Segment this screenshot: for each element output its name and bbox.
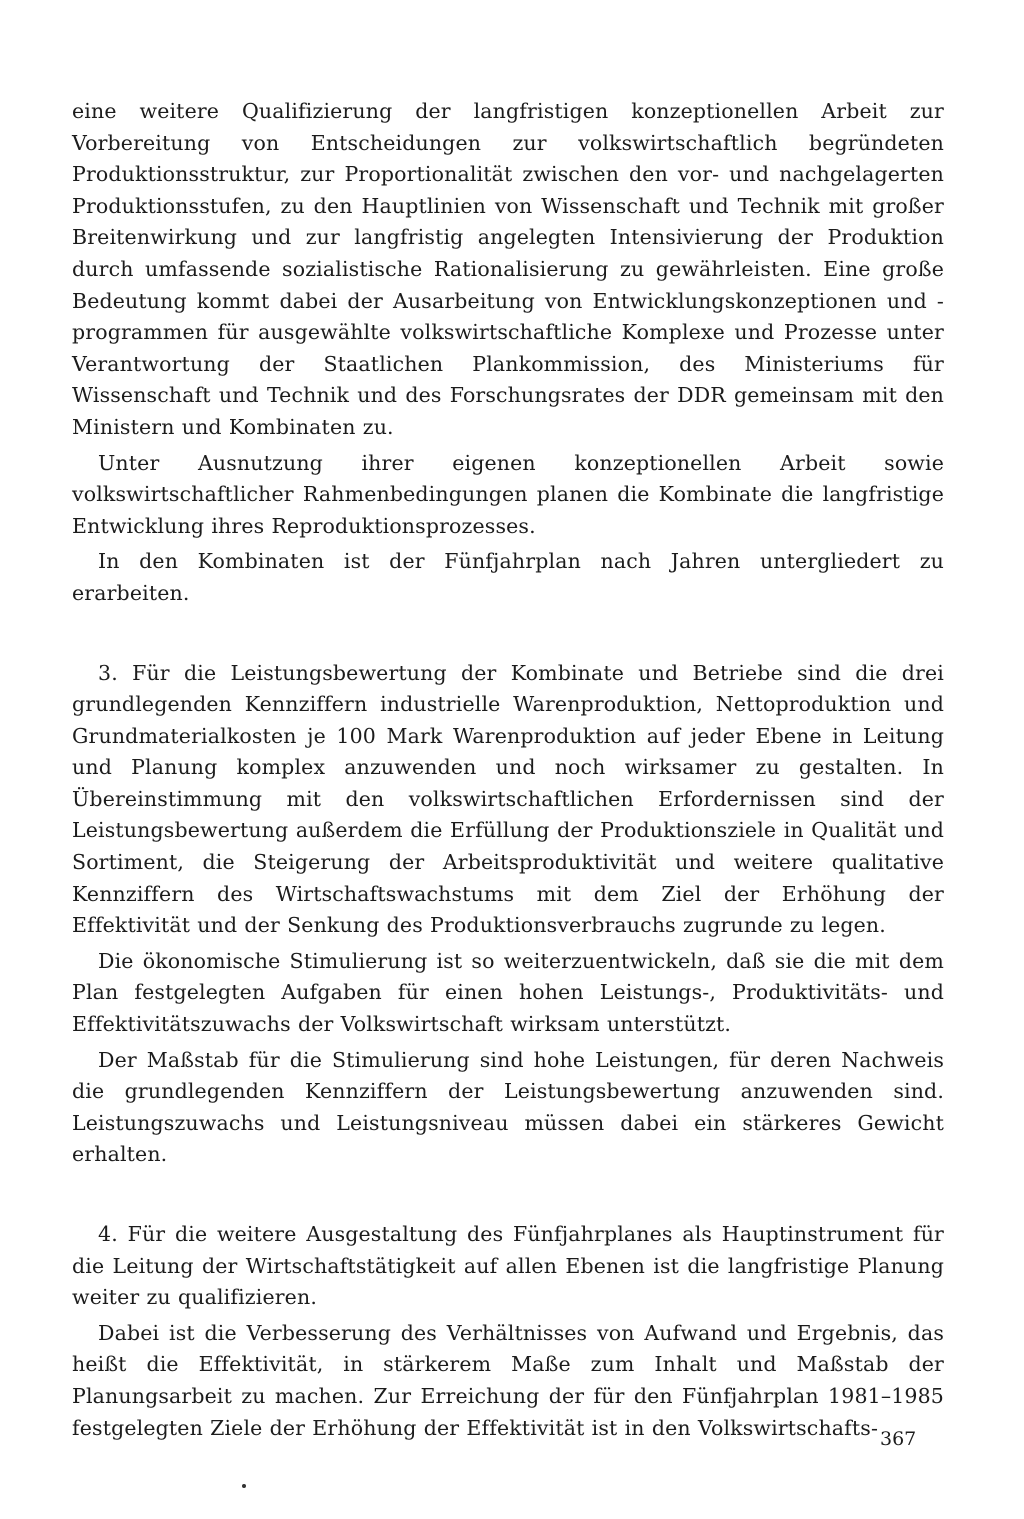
paragraph-continuation: eine weitere Qualifizierung der langfristigen konzeptionellen Arbeit zur Vorbereitung von Entscheidungen zur volkswirtschaftlich begründeten Produktionsstruktur, zur Proportionalität zwischen den vor- und nachgelagerten Produktionsstufen, zu den Hauptlinien von Wissenschaft und Technik mit großer Breitenwirkung und zur langfristig angelegten Intensivierung der Produktion durch umfassende sozialistische Rationalisierung zu gewährleisten. Eine große Bedeutung kommt dabei der Ausarbeitung von Entwicklungskonzeptionen und -programmen für ausgewählte volkswirtschaftliche Komplexe und Prozesse unter Verantwortung der Staatlichen Plankommission, des Ministeriums für Wissenschaft und Technik und des Forschungsrates der DDR gemeinsam mit den Ministern und Kombinaten zu.	[72, 99, 944, 439]
document-body	[72, 96, 944, 1444]
page-number: 367	[880, 1428, 917, 1450]
paragraph-effektivitaet: Dabei ist die Verbesserung des Verhältnisses von Aufwand und Ergebnis, das heißt die Effektivität, in stärkerem Maße zum Inhalt und Maßstab der Planungsarbeit zu machen. Zur Erreichung der für den Fünfjahrplan 1981–1985 festgelegten Ziele der Erhöhung der Effektivität ist in den Volkswirtschafts-	[72, 1320, 944, 1440]
paragraph-section-3: 3. Für die Leistungsbewertung der Kombinate und Betriebe sind die drei grundlegenden Kennziffern industrielle Warenproduktion, Nettoproduktion und Grundmaterialkosten je 100 Mark Warenproduktion auf jeder Ebene in Leitung und Planung komplex anzuwenden und noch wirksamer zu gestalten. In Übereinstimmung mit den volkswirtschaftlichen Erfordernissen sind der Leistungsbewertung außerdem die Erfüllung der Produktionsziele in Qualität und Sortiment, die Steigerung der Arbeitsproduktivität und weitere qualitative Kennziffern des Wirtschaftswachstums mit dem Ziel der Erhöhung der Effektivität und der Senkung des Produktionsverbrauchs zugrunde zu legen.	[72, 660, 944, 938]
paragraph-konzeptionelle-arbeit: Unter Ausnutzung ihrer eigenen konzeptionellen Arbeit sowie volkswirtschaftlicher Rahmenbedingungen planen die Kombinate die langfristige Entwicklung ihres Reproduktionsprozesses.	[72, 450, 944, 538]
paragraph-massstab: Der Maßstab für die Stimulierung sind hohe Leistungen, für deren Nachweis die grundlegenden Kennziffern der Leistungsbewertung anzuwenden sind. Leistungszuwachs und Leistungsniveau müssen dabei ein stärkeres Gewicht erhalten.	[72, 1047, 944, 1167]
paragraph-stimulierung: Die ökonomische Stimulierung ist so weiterzuentwickeln, daß sie die mit dem Plan festgelegten Aufgaben für einen hohen Leistungs-, Produktivitäts- und Effektivitätszuwachs der Volkswirtschaft wirksam unterstützt.	[72, 948, 944, 1037]
paragraph-fuenfjahrplan-jahre: In den Kombinaten ist der Fünfjahrplan nach Jahren untergliedert zu erarbeiten.	[72, 549, 944, 605]
paragraph-section-4: 4. Für die weitere Ausgestaltung des Fünfjahrplanes als Hauptinstrument für die Leitung der Wirtschaftstätigkeit auf allen Ebenen ist die langfristige Planung weiter zu qualifizieren.	[72, 1222, 944, 1310]
scan-speck	[242, 1484, 246, 1488]
